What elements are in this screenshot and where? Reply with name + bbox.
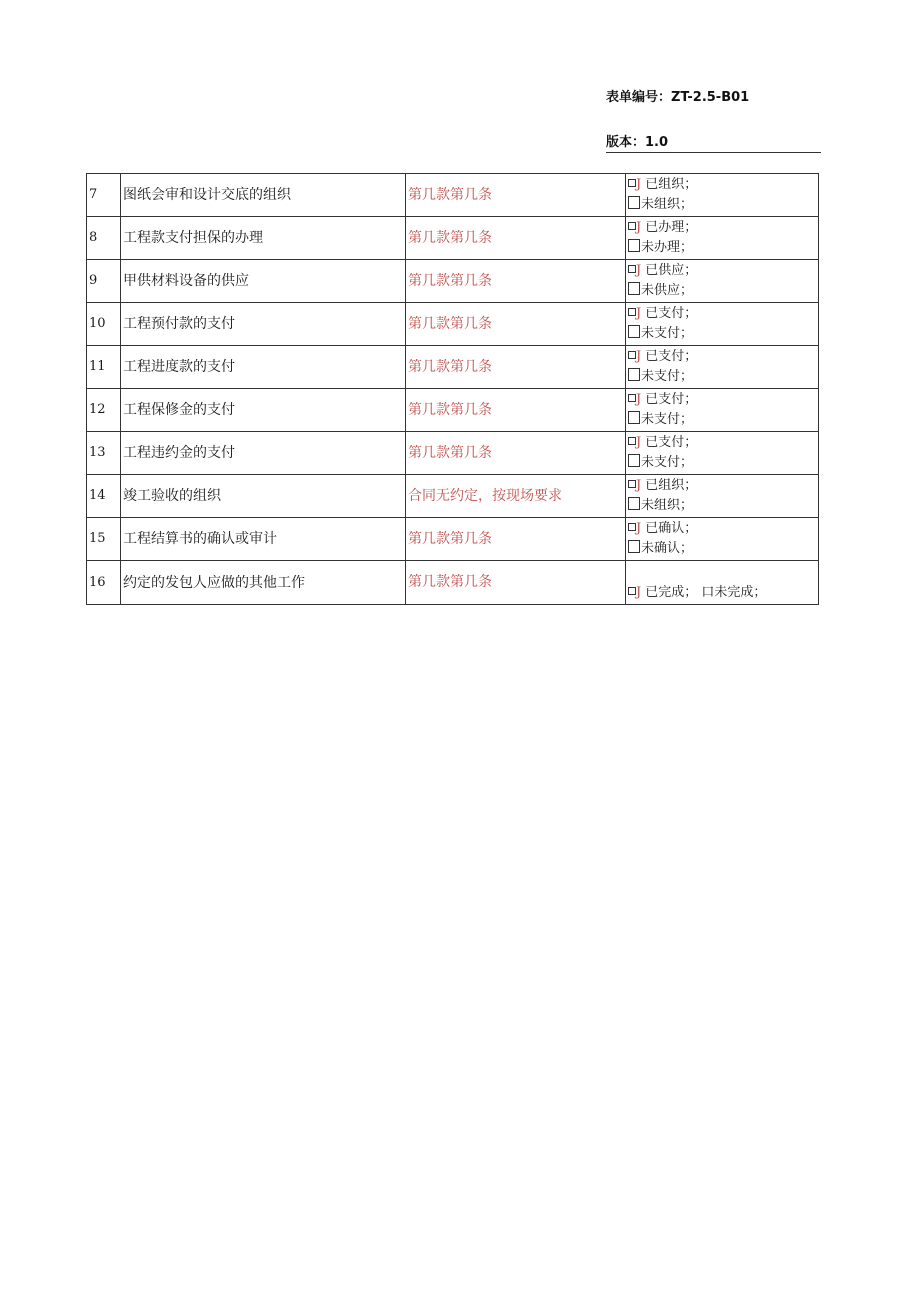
status-checked-label: 已确认；	[645, 521, 698, 536]
check-mark: J	[636, 220, 642, 235]
table-row	[87, 561, 819, 605]
row-clause: 第几款第几条	[406, 260, 626, 303]
status-checked-label: 已完成；	[645, 585, 698, 600]
table-row	[87, 346, 819, 389]
checkbox-checked-icon[interactable]	[628, 437, 636, 445]
check-mark: J	[636, 392, 642, 407]
table-row	[87, 260, 819, 303]
check-mark: J	[636, 263, 642, 278]
check-mark: J	[636, 521, 642, 536]
status-unchecked-label: 未供应；	[641, 283, 694, 298]
row-item: 工程保修金的支付	[121, 389, 406, 432]
check-mark: J	[636, 585, 642, 600]
table-row	[87, 432, 819, 475]
status-unchecked-label: 未支付；	[641, 455, 694, 470]
row-item: 工程进度款的支付	[121, 346, 406, 389]
row-number: 14	[87, 475, 121, 518]
row-item: 工程违约金的支付	[121, 432, 406, 475]
row-status	[626, 475, 819, 518]
status-unchecked-label: 未支付；	[641, 412, 694, 427]
checkbox-empty-icon[interactable]	[628, 540, 640, 553]
status-checked-label: 已组织；	[645, 478, 698, 493]
row-number: 8	[87, 217, 121, 260]
row-status	[626, 217, 819, 260]
version-label: 版本：1.0	[606, 131, 821, 153]
checkbox-empty-icon[interactable]	[628, 454, 640, 467]
checkbox-empty-icon[interactable]	[628, 282, 640, 295]
checkbox-checked-icon[interactable]	[628, 480, 636, 488]
row-item: 甲供材料设备的供应	[121, 260, 406, 303]
row-status	[626, 174, 819, 217]
status-unchecked-label: 口未完成；	[701, 585, 767, 600]
checkbox-checked-icon[interactable]	[628, 523, 636, 531]
row-number: 13	[87, 432, 121, 475]
row-item: 竣工验收的组织	[121, 475, 406, 518]
status-checked-label: 已支付；	[645, 392, 698, 407]
row-clause: 第几款第几条	[406, 389, 626, 432]
row-status	[626, 303, 819, 346]
row-number: 15	[87, 518, 121, 561]
check-mark: J	[636, 306, 642, 321]
row-clause: 合同无约定，按现场要求	[406, 475, 626, 518]
status-unchecked-label: 未组织；	[641, 498, 694, 513]
row-number: 12	[87, 389, 121, 432]
row-number: 7	[87, 174, 121, 217]
check-mark: J	[636, 435, 642, 450]
status-unchecked-label: 未支付；	[641, 369, 694, 384]
row-clause: 第几款第几条	[406, 217, 626, 260]
row-number: 10	[87, 303, 121, 346]
checkbox-checked-icon[interactable]	[628, 394, 636, 402]
status-checked-label: 已支付；	[645, 306, 698, 321]
row-item: 图纸会审和设计交底的组织	[121, 174, 406, 217]
table-row	[87, 518, 819, 561]
checkbox-checked-icon[interactable]	[628, 265, 636, 273]
row-clause: 第几款第几条	[406, 303, 626, 346]
row-item: 工程结算书的确认或审计	[121, 518, 406, 561]
table-row	[87, 217, 819, 260]
checkbox-empty-icon[interactable]	[628, 239, 640, 252]
row-number: 16	[87, 561, 121, 605]
checkbox-checked-icon[interactable]	[628, 587, 636, 595]
checkbox-empty-icon[interactable]	[628, 497, 640, 510]
check-mark: J	[636, 349, 642, 364]
status-unchecked-label: 未确认；	[641, 541, 694, 556]
row-clause: 第几款第几条	[406, 561, 626, 605]
row-clause: 第几款第几条	[406, 174, 626, 217]
checkbox-empty-icon[interactable]	[628, 411, 640, 424]
status-checked-label: 已办理；	[645, 220, 698, 235]
status-unchecked-label: 未组织；	[641, 197, 694, 212]
row-number: 9	[87, 260, 121, 303]
table-row	[87, 475, 819, 518]
table-row	[87, 303, 819, 346]
status-unchecked-label: 未办理；	[641, 240, 694, 255]
row-clause: 第几款第几条	[406, 346, 626, 389]
checkbox-checked-icon[interactable]	[628, 179, 636, 187]
status-checked-label: 已支付；	[645, 349, 698, 364]
row-item: 约定的发包人应做的其他工作	[121, 561, 406, 605]
checkbox-empty-icon[interactable]	[628, 368, 640, 381]
form-code: 表单编号：ZT-2.5-B01	[606, 90, 750, 105]
checkbox-checked-icon[interactable]	[628, 308, 636, 316]
row-number: 11	[87, 346, 121, 389]
row-status	[626, 389, 819, 432]
row-clause: 第几款第几条	[406, 432, 626, 475]
row-clause: 第几款第几条	[406, 518, 626, 561]
checkbox-checked-icon[interactable]	[628, 351, 636, 359]
row-status	[626, 518, 819, 561]
table-row	[87, 174, 819, 217]
checkbox-empty-icon[interactable]	[628, 196, 640, 209]
status-unchecked-label: 未支付；	[641, 326, 694, 341]
status-checked-label: 已组织；	[645, 177, 698, 192]
checkbox-checked-icon[interactable]	[628, 222, 636, 230]
check-mark: J	[636, 177, 642, 192]
status-checked-label: 已支付；	[645, 435, 698, 450]
row-status	[626, 260, 819, 303]
row-status	[626, 346, 819, 389]
row-item: 工程款支付担保的办理	[121, 217, 406, 260]
status-checked-label: 已供应；	[645, 263, 698, 278]
table-row	[87, 389, 819, 432]
check-mark: J	[636, 478, 642, 493]
checkbox-empty-icon[interactable]	[628, 325, 640, 338]
row-status	[626, 432, 819, 475]
row-status	[626, 561, 819, 605]
row-item: 工程预付款的支付	[121, 303, 406, 346]
checklist-table	[86, 173, 819, 605]
